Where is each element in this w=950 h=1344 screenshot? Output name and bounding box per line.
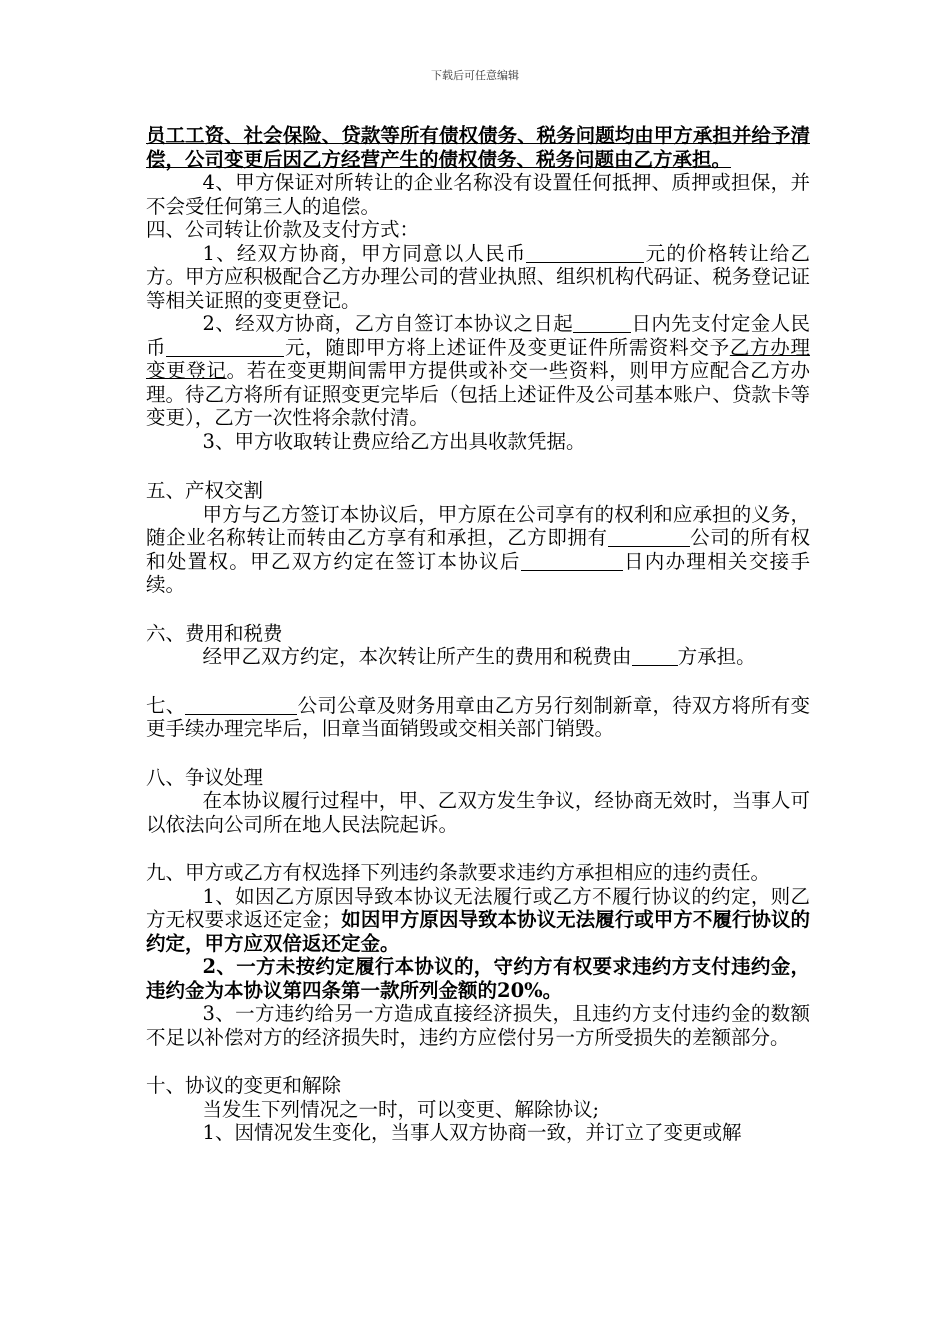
- clause-5-text-b: 公司的所有权和处置权。甲乙双方约定在签订本协议后: [146, 526, 810, 573]
- clause-4-item-2: [146, 312, 810, 430]
- clause-4-2-text-e: 。若在变更期间需甲方提供或补交一些资料，则甲方应配合乙方办理。待乙方将所有证照变更完毕后（包括上述证件及公司基本账户、贷款卡等变更），乙方一次性将余款付清。: [146, 359, 810, 429]
- clause-9-1-text-a: 1、如因乙方原因导致本协议无法履行或乙方不履行协议的约定，则乙方无权要求返还定金；: [146, 884, 810, 931]
- page-header: 下载后可任意编辑: [431, 69, 519, 82]
- clause-9-item-3: 3、一方违约给另一方造成直接经济损失，且违约方支付违约金的数额不足以补偿对方的经济损失时，违约方应偿付另一方所受损失的差额部分。: [146, 1002, 810, 1049]
- clause-4-2-text-c: 元，随即甲方将上述证件及变更证件所需资料交予: [284, 335, 730, 359]
- clause-4-2-text-b: 日内先支付定金人民币: [146, 312, 810, 359]
- clause-5-paragraph: [146, 503, 810, 597]
- clause-4-2-text-a: 2、经双方协商，乙方自签订本协议之日起: [202, 312, 574, 335]
- document-body: [146, 124, 810, 1145]
- clause-6-paragraph: [146, 645, 810, 669]
- spacer: [146, 669, 810, 694]
- clause-10-intro: 当发生下列情况之一时，可以变更、解除协议;: [202, 1097, 600, 1121]
- price-blank[interactable]: [526, 244, 644, 263]
- clause-9-item-2: 2、一方未按约定履行本协议的，守约方有权要求违约方支付违约金，违约金为本协议第四条第一款所列金额的20%。: [146, 955, 810, 1002]
- spacer: [146, 741, 810, 766]
- section-7-text: 公司公章及财务用章由乙方另行刻制新章，待双方将所有变更手续办理完毕后，旧章当面销毁或交相关部门销毁。: [146, 693, 810, 740]
- clause-5-text-c: 日内办理相关交接手续。: [146, 549, 810, 596]
- paragraph-continued-debts: 员工工资、社会保险、贷款等所有债权债务、税务问题均由甲方承担并给予清偿，公司变更后因乙方经营产生的债权债务、税务问题由乙方承担。: [146, 124, 810, 171]
- section-7-paragraph: [146, 694, 810, 741]
- spacer: [146, 1049, 810, 1074]
- section-10-heading: 十、协议的变更和解除: [146, 1074, 342, 1097]
- section-4-heading: 四、公司转让价款及支付方式：: [146, 218, 420, 241]
- clause-4-2-underlined: 乙方办理变更登记: [146, 335, 810, 382]
- spacer: [146, 453, 810, 479]
- company-seal-blank[interactable]: [185, 696, 297, 715]
- section-6-heading: 六、费用和税费: [146, 621, 283, 645]
- clause-4-1-text-a: 1、经双方协商，甲方同意以人民币: [202, 241, 527, 265]
- clause-8-paragraph: 在本协议履行过程中，甲、乙双方发生争议，经协商无效时，当事人可以依法向公司所在地人民法院起诉。: [146, 789, 810, 836]
- clause-4-item-3: 3、甲方收取转让费应给乙方出具收款凭据。: [202, 429, 586, 453]
- section-7-number: 七、: [146, 693, 186, 717]
- deposit-blank[interactable]: [166, 338, 284, 357]
- clause-4-1-text-b: 元的价格转让给乙方。甲方应积极配合乙方办理公司的营业执照、组织机构代码证、税务登记证等相关证照的变更登记。: [146, 241, 810, 312]
- section-9-heading: 九、甲方或乙方有权选择下列违约条款要求违约方承担相应的违约责任。: [146, 861, 771, 884]
- clause-6-text-b: 方承担。: [677, 645, 756, 668]
- handover-days-blank[interactable]: [521, 552, 623, 571]
- company-blank-a[interactable]: [608, 528, 668, 547]
- spacer: [146, 836, 810, 861]
- clause-6-text-a: 经甲乙双方约定，本次转让所产生的费用和税费由: [202, 645, 632, 668]
- clause-5-text-a: 甲方与乙方签订本协议后，甲方原在公司享有的权利和应承担的义务，随企业名称转让而转由乙方享有和承担，乙方即拥有: [146, 502, 810, 549]
- clause-9-1-text-b: 如因甲方原因导致本协议无法履行或甲方不履行协议的约定，甲方应双倍返还定金。: [146, 908, 810, 955]
- clause-9-item-1: [146, 885, 810, 956]
- clause-3-item-4: 4、甲方保证对所转让的企业名称没有设置任何抵押、质押或担保，并不会受任何第三人的追偿。: [146, 171, 810, 218]
- fee-party-blank[interactable]: [632, 647, 678, 666]
- company-blank-b[interactable]: [668, 528, 690, 547]
- days-blank[interactable]: [573, 314, 631, 333]
- clause-4-item-1: [146, 242, 810, 313]
- section-8-heading: 八、争议处理: [146, 765, 264, 789]
- clause-10-item-1: 1、因情况发生变化，当事人双方协商一致，并订立了变更或解: [202, 1121, 742, 1144]
- section-5-heading: 五、产权交割: [146, 479, 264, 502]
- spacer: [146, 597, 810, 622]
